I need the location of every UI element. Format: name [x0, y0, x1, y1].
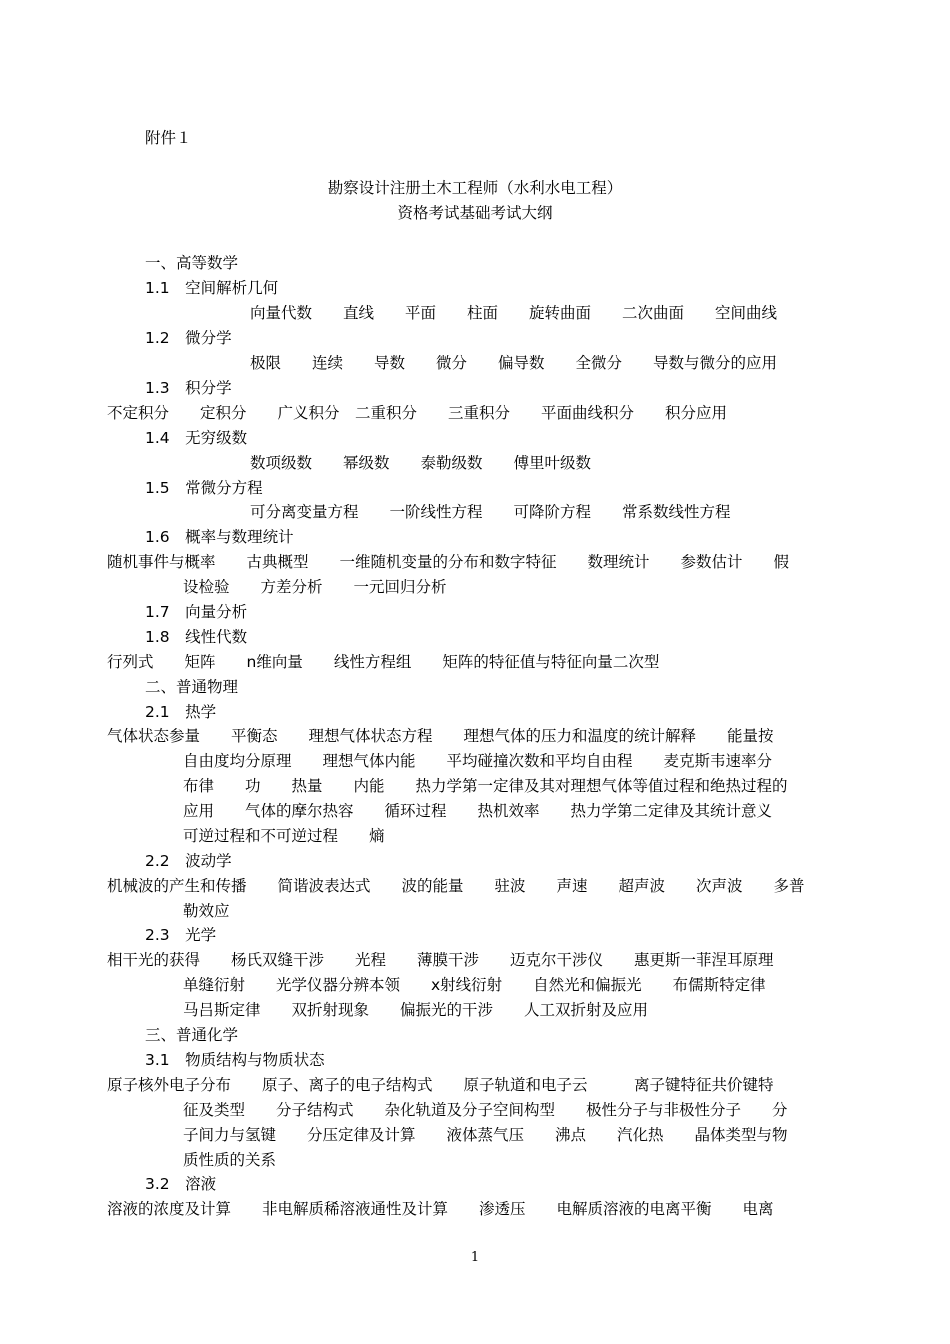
topic-line-continued: 自由度均分原理 理想气体内能 平均碰撞次数和平均自由程 麦克斯韦速率分: [183, 752, 773, 770]
topic-line-continued: 布律 功 热量 内能 热力学第一定律及其对理想气体等值过程和绝热过程的: [183, 777, 788, 795]
topic-line: 不定积分 定积分 广义积分 二重积分 三重积分 平面曲线积分 积分应用: [107, 404, 728, 422]
subsection-heading: 3.2 溶液: [145, 1175, 217, 1193]
topic-line: 气体状态参量 平衡态 理想气体状态方程 理想气体的压力和温度的统计解释 能量按: [107, 727, 774, 745]
topic-line: 可分离变量方程 一阶线性方程 可降阶方程 常系数线性方程: [250, 503, 731, 521]
topic-line: 行列式 矩阵 n维向量 线性方程组 矩阵的特征值与特征向量二次型: [107, 653, 660, 671]
topic-line: 溶液的浓度及计算 非电解质稀溶液通性及计算 渗透压 电解质溶液的电离平衡 电离: [107, 1200, 774, 1218]
topic-line-continued: 征及类型 分子结构式 杂化轨道及分子空间构型 极性分子与非极性分子 分: [183, 1101, 788, 1119]
subsection-heading: 1.6 概率与数理统计: [145, 528, 294, 546]
page-number: 1: [470, 1250, 480, 1265]
subsection-heading: 1.3 积分学: [145, 379, 232, 397]
attachment-label: 附件１: [145, 129, 192, 147]
topic-line-continued: 应用 气体的摩尔热容 循环过程 热机效率 热力学第二定律及其统计意义: [183, 802, 773, 820]
topic-line: 极限 连续 导数 微分 偏导数 全微分 导数与微分的应用: [250, 354, 778, 372]
subsection-heading: 1.7 向量分析: [145, 603, 248, 621]
subsection-heading: 2.2 波动学: [145, 852, 232, 870]
topic-line-continued: 勒效应: [183, 902, 230, 920]
subsection-heading: 3.1 物质结构与物质状态: [145, 1051, 325, 1069]
topic-line: 原子核外电子分布 原子、离子的电子结构式 原子轨道和电子云 离子键特征共价键特: [107, 1076, 774, 1094]
subsection-heading: 2.1 热学: [145, 703, 217, 721]
section-heading: 二、普通物理: [145, 678, 239, 696]
topic-line-continued: 子间力与氢键 分压定律及计算 液体蒸气压 沸点 汽化热 晶体类型与物: [183, 1126, 788, 1144]
topic-line-continued: 设检验 方差分析 一元回归分析: [183, 578, 447, 596]
topic-line-continued: 单缝衍射 光学仪器分辨本领 x射线衍射 自然光和偏振光 布儒斯特定律: [183, 976, 766, 994]
document-title: 勘察设计注册土木工程师（水利水电工程）: [327, 179, 623, 197]
topic-line: 机械波的产生和传播 简谐波表达式 波的能量 驻波 声速 超声波 次声波 多普: [107, 877, 805, 895]
topic-line-continued: 质性质的关系: [183, 1151, 277, 1169]
document-subtitle: 资格考试基础考试大纲: [397, 204, 553, 222]
subsection-heading: 1.8 线性代数: [145, 628, 248, 646]
section-heading: 一、高等数学: [145, 254, 239, 272]
topic-line: 向量代数 直线 平面 柱面 旋转曲面 二次曲面 空间曲线: [250, 304, 778, 322]
topic-line-continued: 可逆过程和不可逆过程 熵: [183, 827, 385, 845]
subsection-heading: 1.5 常微分方程: [145, 479, 263, 497]
subsection-heading: 2.3 光学: [145, 926, 217, 944]
subsection-heading: 1.1 空间解析几何: [145, 279, 279, 297]
topic-line: 随机事件与概率 古典概型 一维随机变量的分布和数字特征 数理统计 参数估计 假: [107, 553, 790, 571]
subsection-heading: 1.2 微分学: [145, 329, 232, 347]
topic-line: 数项级数 幂级数 泰勒级数 傅里叶级数: [250, 454, 592, 472]
subsection-heading: 1.4 无穷级数: [145, 429, 248, 447]
topic-line: 相干光的获得 杨氏双缝干涉 光程 薄膜干涉 迈克尔干涉仪 惠更斯一菲涅耳原理: [107, 951, 774, 969]
topic-line-continued: 马吕斯定律 双折射现象 偏振光的干涉 人工双折射及应用: [183, 1001, 649, 1019]
section-heading: 三、普通化学: [145, 1026, 239, 1044]
